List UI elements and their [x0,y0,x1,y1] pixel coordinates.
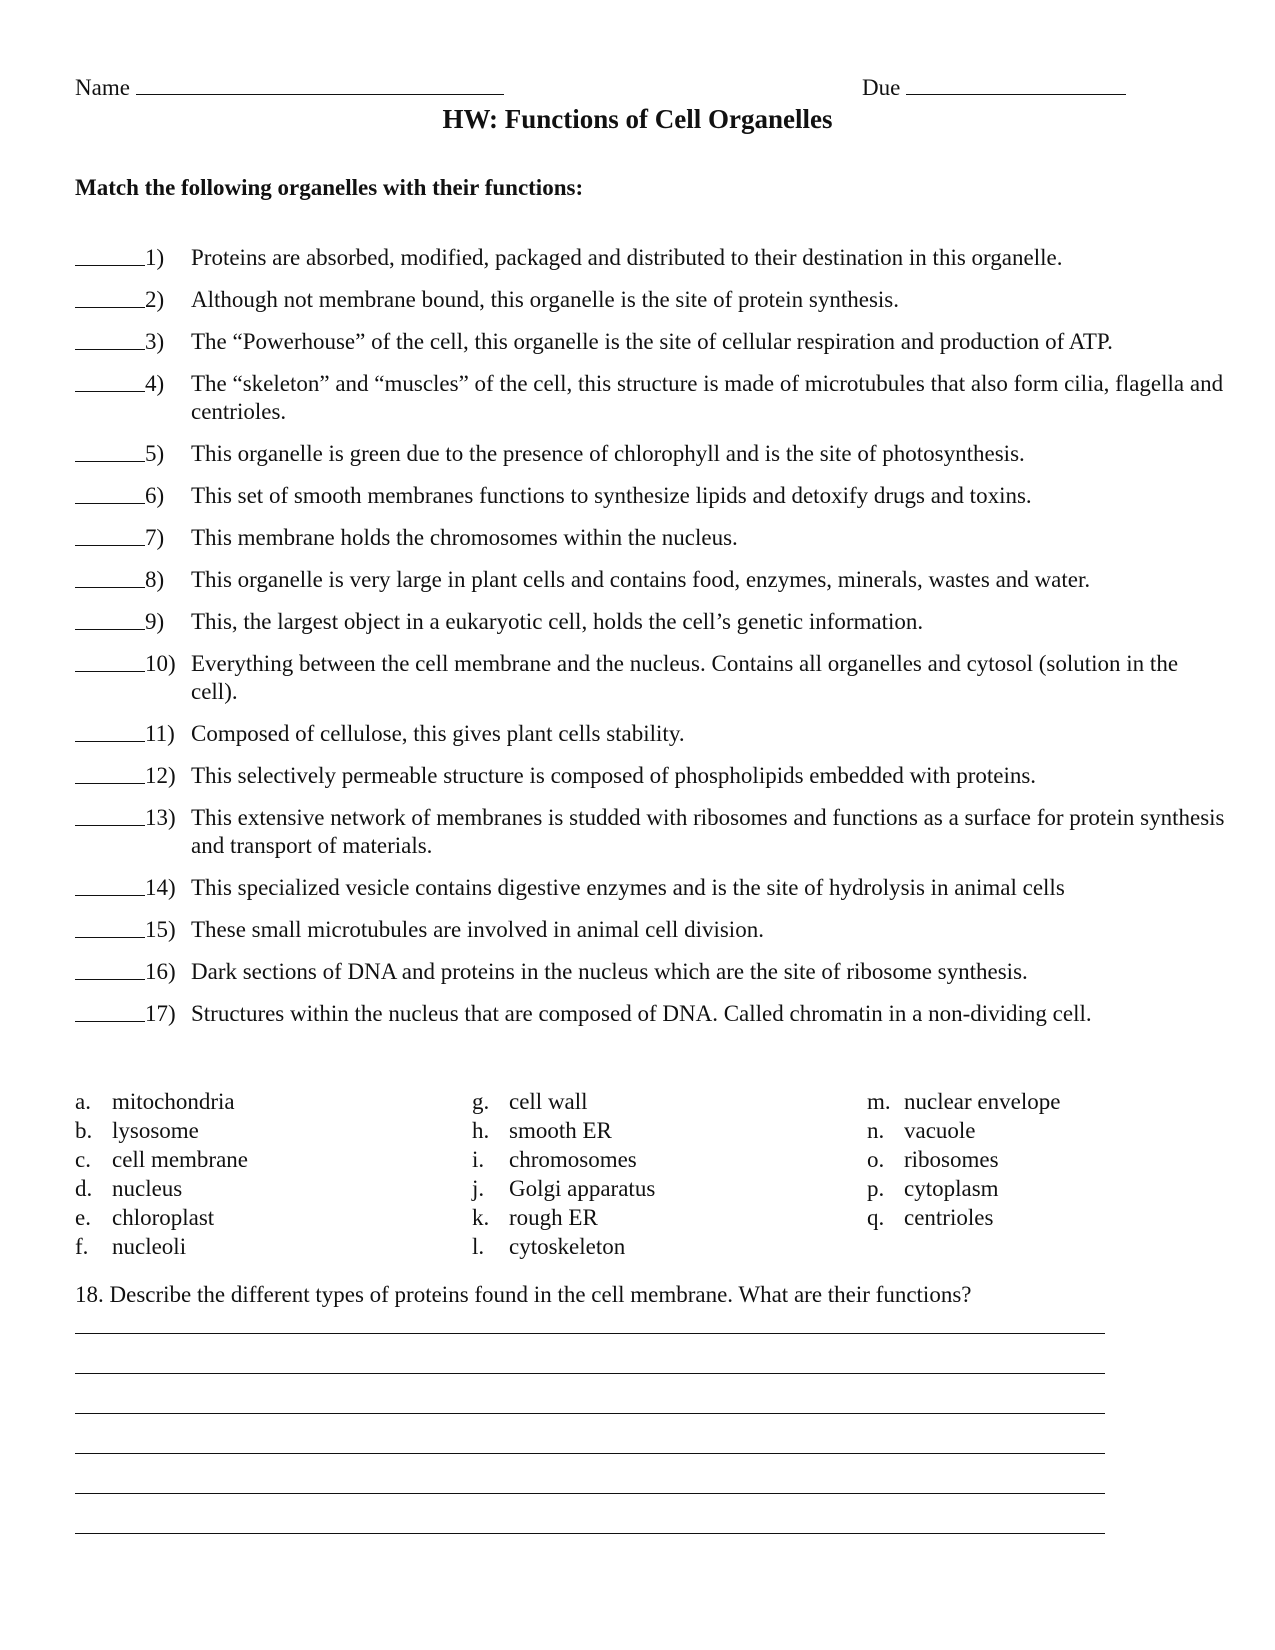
answer-blank [75,916,145,938]
question-number: 10) [145,651,176,676]
word-bank-term: ribosomes [904,1147,999,1172]
question-number: 13) [145,805,176,830]
word-bank-item [75,1203,248,1232]
word-bank-letter: e. [75,1205,91,1230]
word-bank-letter: d. [75,1176,93,1201]
word-bank-item [867,1116,1060,1145]
question-item [75,370,1225,426]
word-bank-term: nuclear envelope [904,1089,1061,1114]
word-bank-item [867,1203,1060,1232]
question-item [75,958,1225,986]
name-blank [136,74,504,95]
question-number: 8) [145,567,165,592]
word-bank-letter: n. [867,1118,885,1143]
word-bank-term: smooth ER [509,1118,612,1143]
word-bank-term: mitochondria [112,1089,235,1114]
word-bank-term: nucleoli [112,1234,187,1259]
question-item [75,804,1225,860]
word-bank-item [472,1145,655,1174]
word-bank-column-1 [75,1087,248,1261]
word-bank-letter: o. [867,1147,885,1172]
answer-line [75,1333,1105,1334]
word-bank-item [867,1087,1060,1116]
question-text: Structures within the nucleus that are composed of DNA. Called chromatin in a non-dividing cell. [191,1001,1092,1026]
question-18: 18. Describe the different types of proteins found in the cell membrane. What are their functions? [75,1282,972,1307]
answer-blank [75,958,145,980]
word-bank-term: chromosomes [509,1147,637,1172]
question-number: 7) [145,525,165,550]
question-number: 5) [145,441,165,466]
question-number: 2) [145,287,165,312]
question-number: 16) [145,959,176,984]
question-item [75,608,1225,636]
question-number: 11) [145,721,175,746]
answer-blank [75,524,145,546]
word-bank-item [472,1116,655,1145]
question-text: This extensive network of membranes is studded with ribosomes and functions as a surface for protein synthesis and transport of materials. [191,805,1225,858]
answer-blank [75,566,145,588]
question-text: This membrane holds the chromosomes within the nucleus. [191,525,738,550]
question-text: Proteins are absorbed, modified, packaged and distributed to their destination in this organelle. [191,245,1063,270]
question-item [75,874,1225,902]
word-bank-item [75,1116,248,1145]
word-bank-term: cell wall [509,1089,588,1114]
question-number: 12) [145,763,176,788]
word-bank-letter: j. [472,1176,485,1201]
question-text: The “skeleton” and “muscles” of the cell, this structure is made of microtubules that also form cilia, flagella and centrioles. [191,371,1224,424]
answer-blank [75,286,145,308]
due-blank [906,74,1126,95]
question-text: Everything between the cell membrane and the nucleus. Contains all organelles and cytosol (solution in the cell). [191,651,1179,704]
question-number: 15) [145,917,176,942]
question-text: These small microtubules are involved in animal cell division. [191,917,764,942]
word-bank-term: cytoskeleton [509,1234,626,1259]
question-item [75,328,1225,356]
due-label: Due [862,75,901,100]
question-item [75,244,1225,272]
question-list [75,244,1225,1042]
answer-blank [75,720,145,742]
word-bank-letter: a. [75,1089,91,1114]
question-item [75,720,1225,748]
question-item [75,482,1225,510]
question-text: Composed of cellulose, this gives plant cells stability. [191,721,685,746]
due-field [862,74,1126,101]
question-item [75,524,1225,552]
word-bank-item [75,1232,248,1261]
question-number: 1) [145,245,165,270]
answer-blank [75,244,145,266]
word-bank-letter: p. [867,1176,885,1201]
word-bank-item [472,1087,655,1116]
answer-line [75,1413,1105,1414]
question-text: This organelle is green due to the presence of chlorophyll and is the site of photosynthesis. [191,441,1025,466]
question-number: 9) [145,609,165,634]
word-bank-term: nucleus [112,1176,183,1201]
question-text: Dark sections of DNA and proteins in the nucleus which are the site of ribosome synthesis. [191,959,1028,984]
word-bank-term: Golgi apparatus [509,1176,656,1201]
question-text: This organelle is very large in plant cells and contains food, enzymes, minerals, wastes and water. [191,567,1091,592]
answer-blank [75,328,145,350]
answer-blank [75,370,145,392]
answer-blank [75,804,145,826]
word-bank-term: vacuole [904,1118,976,1143]
word-bank-item [75,1174,248,1203]
question-number: 4) [145,371,165,396]
question-text: The “Powerhouse” of the cell, this organelle is the site of cellular respiration and production of ATP. [191,329,1113,354]
word-bank-letter: b. [75,1118,93,1143]
word-bank-letter: g. [472,1089,490,1114]
answer-line [75,1493,1105,1494]
word-bank-item [472,1232,655,1261]
answer-line [75,1453,1105,1454]
word-bank-column-2 [472,1087,655,1261]
question-number: 3) [145,329,165,354]
word-bank-term: lysosome [112,1118,199,1143]
word-bank-letter: f. [75,1234,89,1259]
question-text: This selectively permeable structure is composed of phospholipids embedded with proteins. [191,763,1037,788]
word-bank-item [75,1087,248,1116]
word-bank-term: chloroplast [112,1205,215,1230]
question-item [75,762,1225,790]
question-text: This set of smooth membranes functions to synthesize lipids and detoxify drugs and toxins. [191,483,1032,508]
word-bank-letter: l. [472,1234,485,1259]
word-bank-item [867,1174,1060,1203]
word-bank-term: centrioles [904,1205,994,1230]
question-text: Although not membrane bound, this organelle is the site of protein synthesis. [191,287,900,312]
question-text: This specialized vesicle contains digestive enzymes and is the site of hydrolysis in animal cells [191,875,1065,900]
question-number: 17) [145,1001,176,1026]
question-item [75,286,1225,314]
question-item [75,440,1225,468]
answer-blank [75,1000,145,1022]
answer-line [75,1373,1105,1374]
answer-blank [75,874,145,896]
name-field [75,74,504,101]
instructions: Match the following organelles with their functions: [75,175,584,200]
word-bank-item [75,1145,248,1174]
question-item [75,650,1225,706]
word-bank-term: cell membrane [112,1147,249,1172]
answer-blank [75,650,145,672]
word-bank-item [867,1145,1060,1174]
question-item [75,566,1225,594]
name-label: Name [75,75,130,100]
answer-blank [75,440,145,462]
word-bank-letter: c. [75,1147,91,1172]
word-bank-letter: k. [472,1205,490,1230]
word-bank-letter: i. [472,1147,485,1172]
answer-blank [75,608,145,630]
word-bank-letter: m. [867,1089,891,1114]
answer-blank [75,482,145,504]
question-item [75,1000,1225,1028]
question-text: This, the largest object in a eukaryotic cell, holds the cell’s genetic information. [191,609,924,634]
page-title: HW: Functions of Cell Organelles [442,104,833,134]
word-bank-term: rough ER [509,1205,598,1230]
word-bank-letter: h. [472,1118,490,1143]
answer-blank [75,762,145,784]
question-item [75,916,1225,944]
question-number: 6) [145,483,165,508]
question-number: 14) [145,875,176,900]
word-bank-term: cytoplasm [904,1176,999,1201]
word-bank-column-3 [867,1087,1060,1232]
answer-line [75,1533,1105,1534]
word-bank-item [472,1203,655,1232]
word-bank-letter: q. [867,1205,885,1230]
word-bank-item [472,1174,655,1203]
